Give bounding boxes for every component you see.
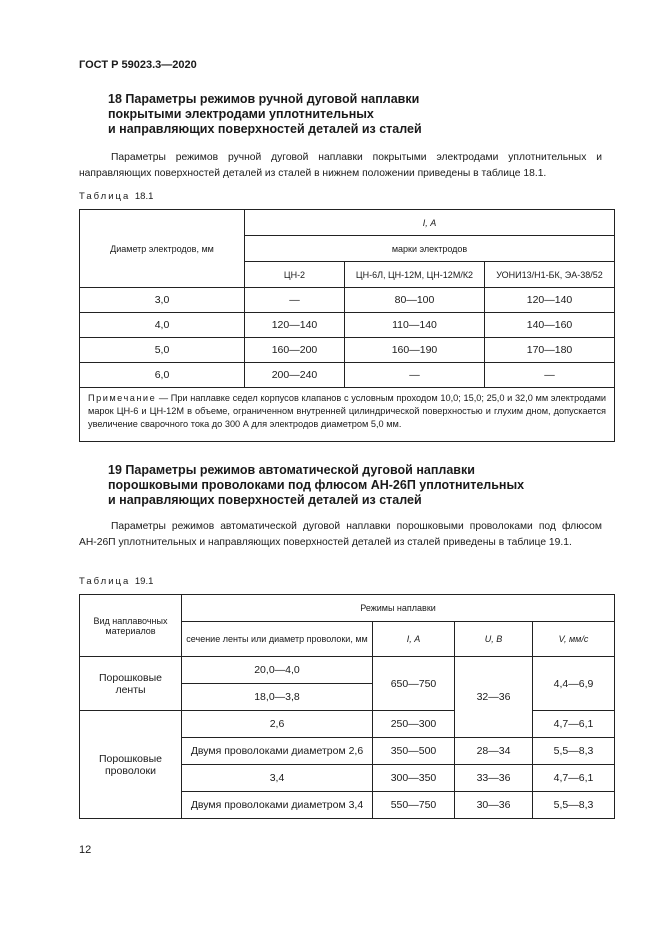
page-number: 12 <box>79 844 92 856</box>
table-cell: 300—350 <box>373 765 455 792</box>
table-cell: 4,7—6,1 <box>533 765 615 792</box>
table-row <box>80 657 615 684</box>
table-cell: Двумя проволоками диаметром 3,4 <box>182 792 373 819</box>
table-18 <box>79 209 615 442</box>
table-cell: 160—190 <box>345 338 485 363</box>
table-row <box>80 338 615 363</box>
table-cell: 4,7—6,1 <box>533 711 615 738</box>
header-electrode-grades: марки электродов <box>245 236 615 262</box>
table-cell: 6,0 <box>80 363 245 388</box>
table-19-caption <box>79 576 153 587</box>
table-cell: 5,5—8,3 <box>533 738 615 765</box>
group-powder-wires: Порошковые проволоки <box>80 711 182 819</box>
section-19-title-line: порошковыми проволоками под флюсом АН-26П уплотнительных <box>108 478 525 492</box>
table-cell: 120—140 <box>245 313 345 338</box>
header-diameter: Диаметр электродов, мм <box>80 210 245 288</box>
table-cell: 20,0—4,0 <box>182 657 373 684</box>
table-caption-word: Таблица <box>79 576 131 587</box>
table-cell: 2,6 <box>182 711 373 738</box>
section-18-title <box>108 92 422 137</box>
section-19-title <box>108 463 524 508</box>
table-cell: — <box>245 288 345 313</box>
table-cell: — <box>345 363 485 388</box>
header-voltage: U, В <box>455 622 533 657</box>
table-row <box>80 711 615 738</box>
table-cell: 550—750 <box>373 792 455 819</box>
table-cell: 28—34 <box>455 738 533 765</box>
table-18-caption <box>79 191 153 202</box>
header-material: Вид наплавочных материалов <box>80 595 182 657</box>
table-cell: 80—100 <box>345 288 485 313</box>
section-19-title-line: 19 Параметры режимов автоматической дуговой наплавки <box>108 463 475 477</box>
table-row <box>80 313 615 338</box>
table-cell: 650—750 <box>373 657 455 711</box>
table-cell: 3,4 <box>182 765 373 792</box>
header-current: I, А <box>245 210 615 236</box>
header-current: I, А <box>373 622 455 657</box>
table-row <box>80 363 615 388</box>
section-18-paragraph-text: Параметры режимов ручной дуговой наплавки покрытыми электродами уплотнительных и направляющих поверхностей деталей из сталей в нижнем положении приведены в таблице 18.1. <box>79 152 602 179</box>
table-caption-number: 19.1 <box>134 576 154 587</box>
table-caption-number: 18.1 <box>134 191 154 202</box>
table-cell: 110—140 <box>345 313 485 338</box>
table-cell: 4,0 <box>80 313 245 338</box>
table-19 <box>79 594 615 819</box>
section-18-title-line: 18 Параметры режимов ручной дуговой наплавки <box>108 92 420 106</box>
grade-header: ЦН-2 <box>245 262 345 288</box>
table-cell: 120—140 <box>485 288 615 313</box>
table-caption-word: Таблица <box>79 191 131 202</box>
section-19-paragraph-text: Параметры режимов автоматической дуговой наплавки порошковыми проволоками под флюсом АН-26П уплотнительных и направляющих поверхностей деталей из сталей приведены в таблице 19.1. <box>79 521 602 548</box>
table-cell: 200—240 <box>245 363 345 388</box>
table-cell: 3,0 <box>80 288 245 313</box>
section-19-title-line: и направляющих поверхностей деталей из сталей <box>108 493 422 507</box>
header-speed: V, мм/с <box>533 622 615 657</box>
table-cell: 250—300 <box>373 711 455 738</box>
table-note-row <box>80 388 615 442</box>
table-cell: 33—36 <box>455 765 533 792</box>
document-code: ГОСТ Р 59023.3—2020 <box>79 59 197 71</box>
table-cell: 160—200 <box>245 338 345 363</box>
table-cell: 32—36 <box>455 657 533 738</box>
section-18-title-line: покрытыми электродами уплотнительных <box>108 107 374 121</box>
group-powder-tapes: Порошковые ленты <box>80 657 182 711</box>
table-cell: 4,4—6,9 <box>533 657 615 711</box>
section-18-title-line: и направляющих поверхностей деталей из сталей <box>108 122 422 136</box>
table-cell: 140—160 <box>485 313 615 338</box>
grade-header: ЦН-6Л, ЦН-12М, ЦН-12М/К2 <box>345 262 485 288</box>
note-text: — При наплавке седел корпусов клапанов с условным проходом 10,0; 15,0; 25,0 и 32,0 мм электродами марок ЦН-6 и ЦН-12М в объеме, ограниченном внутренней цилиндрической поверхностью и глухим дном, допускается увеличение сварочного тока до 300 А для электродов диаметром 5,0 мм. <box>88 393 607 429</box>
table-cell: 18,0—3,8 <box>182 684 373 711</box>
table-cell: 170—180 <box>485 338 615 363</box>
header-modes: Режимы наплавки <box>182 595 615 622</box>
table-cell: — <box>485 363 615 388</box>
section-18-paragraph <box>79 150 602 181</box>
section-19-paragraph <box>79 519 602 550</box>
note-label: Примечание <box>88 393 157 403</box>
table-cell: 30—36 <box>455 792 533 819</box>
table-cell: 350—500 <box>373 738 455 765</box>
table-note <box>80 388 615 442</box>
header-section: сечение ленты или диаметр проволоки, мм <box>182 622 373 657</box>
table-cell: Двумя проволоками диаметром 2,6 <box>182 738 373 765</box>
grade-header: УОНИ13/Н1-БК, ЭА-38/52 <box>485 262 615 288</box>
table-cell: 5,0 <box>80 338 245 363</box>
table-row <box>80 288 615 313</box>
table-cell: 5,5—8,3 <box>533 792 615 819</box>
